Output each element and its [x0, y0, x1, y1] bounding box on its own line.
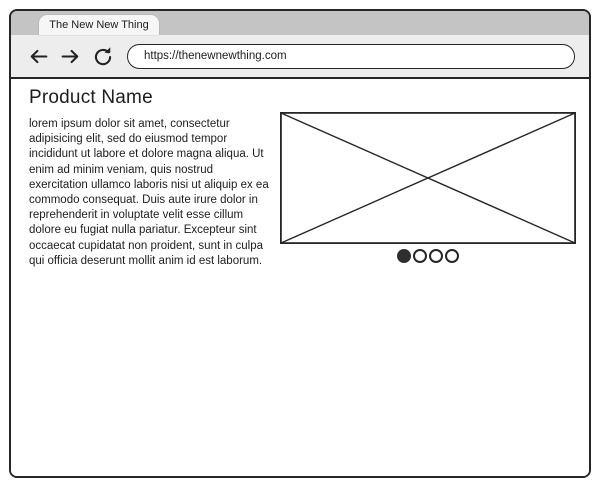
- page-title: Product Name: [29, 87, 153, 108]
- url-input[interactable]: [128, 50, 574, 62]
- reload-icon: [92, 46, 113, 67]
- back-button[interactable]: [25, 43, 51, 69]
- browser-window: [9, 9, 591, 478]
- carousel-dots: [280, 249, 576, 263]
- carousel-dot-1[interactable]: [397, 249, 411, 263]
- body-text: lorem ipsum dolor sit amet, consectetur adipisicing elit, sed do eiusmod tempor incididunt ut labore et dolore magna aliqua. Ut enim ad minim veniam, quis nostrud exercitation ullamco laboris nisi ut aliquip ex ea commodo consequat. Duis aute irure dolor in reprehenderit in voluptate velit esse cillum dolore eu fugiat nulla pariatur. Excepteur sint occaecat cupidatat non proident, sunt in culpa qui officia deserunt mollit anim id est laborum.: [29, 118, 269, 267]
- forward-icon: [60, 46, 81, 67]
- tab-title: The New New Thing: [49, 19, 149, 31]
- carousel-dot-2[interactable]: [413, 249, 427, 263]
- browser-tab[interactable]: [39, 15, 159, 35]
- image-placeholder: [280, 112, 576, 244]
- carousel-dot-3[interactable]: [429, 249, 443, 263]
- address-bar[interactable]: [127, 44, 575, 69]
- image-placeholder-icon: [280, 112, 576, 244]
- carousel-dot-4[interactable]: [445, 249, 459, 263]
- back-icon: [28, 46, 49, 67]
- browser-toolbar: [11, 35, 589, 79]
- browser-tab-bar: [11, 11, 589, 35]
- page-content: [11, 79, 589, 478]
- forward-button[interactable]: [57, 43, 83, 69]
- reload-button[interactable]: [89, 43, 115, 69]
